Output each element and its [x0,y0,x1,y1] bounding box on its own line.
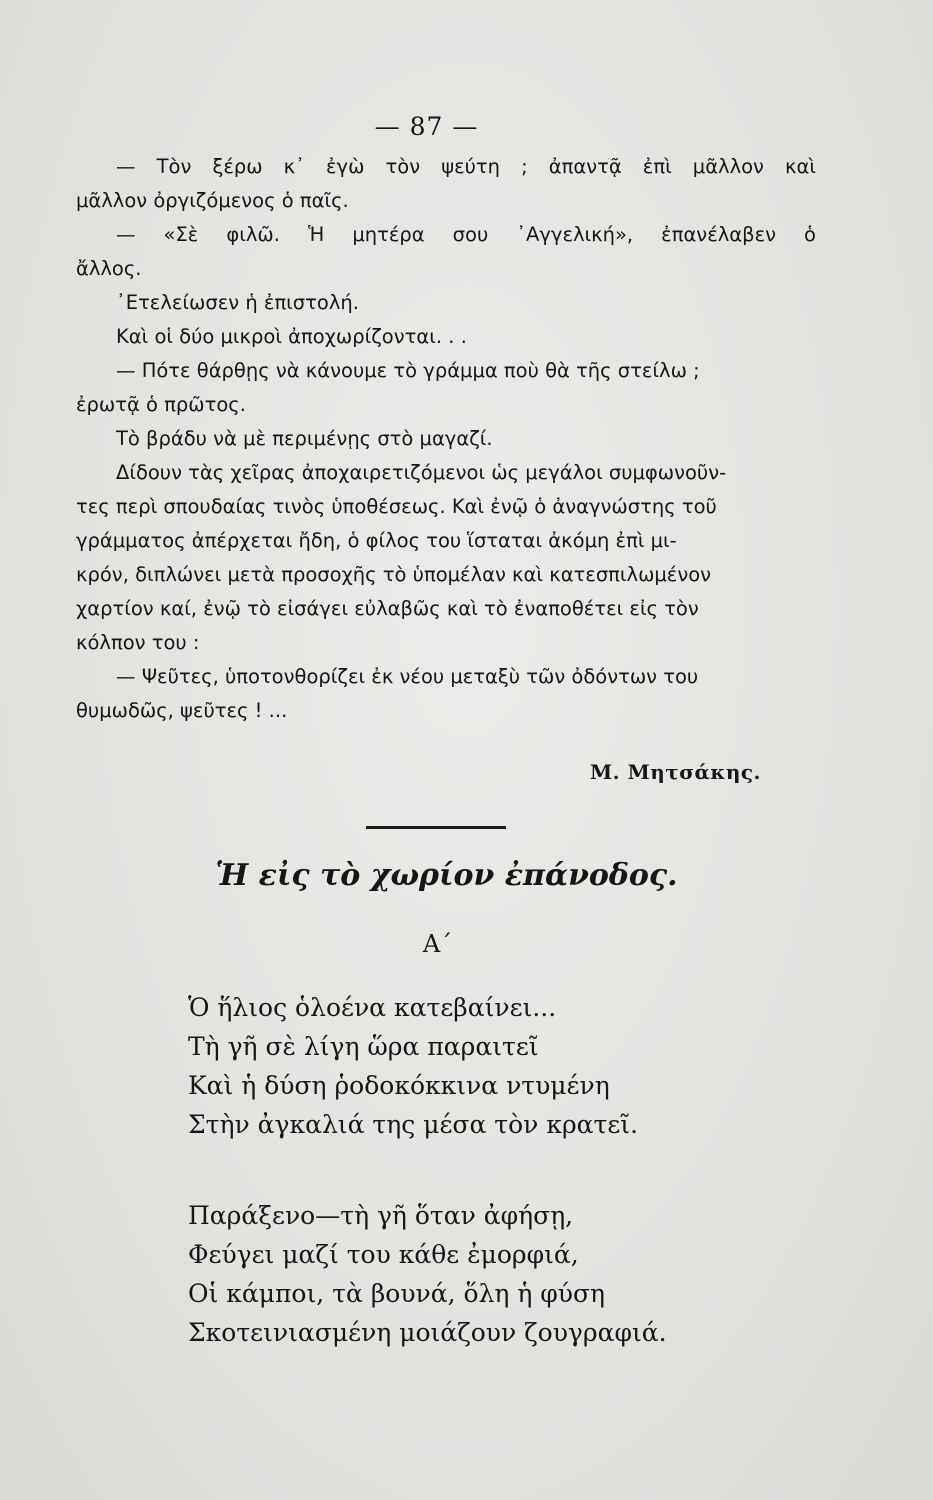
prose-line: ἐρωτᾷ ὁ πρῶτος. [76,393,246,416]
poem-verse: Φεύγει μαζί του κάθε ἐμορφιά, [188,1240,579,1269]
poem-stanza-2 [188,1196,667,1352]
prose-line: κρόν, διπλώνει μετὰ προσοχῆς τὸ ὑπομέλαν καὶ κατεσπιλωμένον [76,563,712,586]
poem-section-number: Α΄ [422,930,453,958]
prose-line: — «Σὲ φιλῶ. Ἡ μητέρα σου ᾿Αγγελική», ἐπανέλαβεν ὁ [116,223,816,246]
poem-title: Ἡ εἰς τὸ χωρίον ἐπάνοδος. [215,858,678,893]
prose-line: ᾿Ετελείωσεν ἡ ἐπιστολή. [116,291,359,314]
prose-line: τες περὶ σπουδαίας τινὸς ὑποθέσεως. Καὶ ἐνῷ ὁ ἀναγνώστης τοῦ [76,495,717,518]
poem-verse: Παράξενο—τὴ γῆ ὅταν ἀφήσῃ, [188,1201,574,1230]
prose-line: χαρτίον καί, ἐνῷ τὸ εἰσάγει εὐλαβῶς καὶ τὸ ἐναποθέτει εἰς τὸν [76,597,699,620]
prose-line: — Πότε θάρθῃς νὰ κάνουμε τὸ γράμμα ποὺ θὰ τῆς στείλω ; [116,359,700,382]
poem-verse: Οἱ κάμποι, τὰ βουνά, ὅλη ἡ φύση [188,1279,606,1308]
prose-line: μᾶλλον ὀργιζόμενος ὁ παῖς. [76,189,349,212]
prose-line: ἄλλος. [76,257,142,280]
prose-line: — Τὸν ξέρω κ᾿ ἐγὼ τὸν ψεύτη ; ἀπαντᾷ ἐπὶ μᾶλλον καὶ [116,155,816,178]
prose-line: Δίδουν τὰς χεῖρας ἀποχαιρετιζόμενοι ὡς μεγάλοι συμφωνοῦν- [116,461,727,484]
author-signature: Μ. Μητσάκης. [590,760,762,784]
prose-line: Καὶ οἱ δύο μικροὶ ἀποχωρίζονται. . . [116,325,467,348]
poem-verse: Καὶ ἡ δύση ῥοδοκόκκινα ντυμένη [188,1071,610,1100]
prose-line: θυμωδῶς, ψεῦτες ! ... [76,699,288,722]
poem-stanza-1 [188,988,638,1144]
poem-verse: Τὴ γῆ σὲ λίγη ὥρα παραιτεῖ [188,1032,539,1061]
prose-line: κόλπον του : [76,631,200,654]
prose-line: Τὸ βράδυ νὰ μὲ περιμένῃς στὸ μαγαζί. [116,427,493,450]
poem-verse: Σκοτεινιασμένη μοιάζουν ζουγραφιά. [188,1318,667,1347]
prose-line: — Ψεῦτες, ὑποτονθορίζει ἐκ νέου μεταξὺ τῶν ὀδόντων του [116,665,699,688]
page-number: — 87 — [374,112,479,141]
section-divider [366,826,506,829]
prose-line: γράμματος ἀπέρχεται ἤδη, ὁ φίλος του ἵσταται ἀκόμη ἐπὶ μι- [76,529,677,552]
prose-block [76,150,816,728]
poem-verse: Στὴν ἀγκαλιά της μέσα τὸν κρατεῖ. [188,1110,639,1139]
poem-verse: Ὁ ἥλιος ὁλοένα κατεβαίνει... [188,993,557,1022]
